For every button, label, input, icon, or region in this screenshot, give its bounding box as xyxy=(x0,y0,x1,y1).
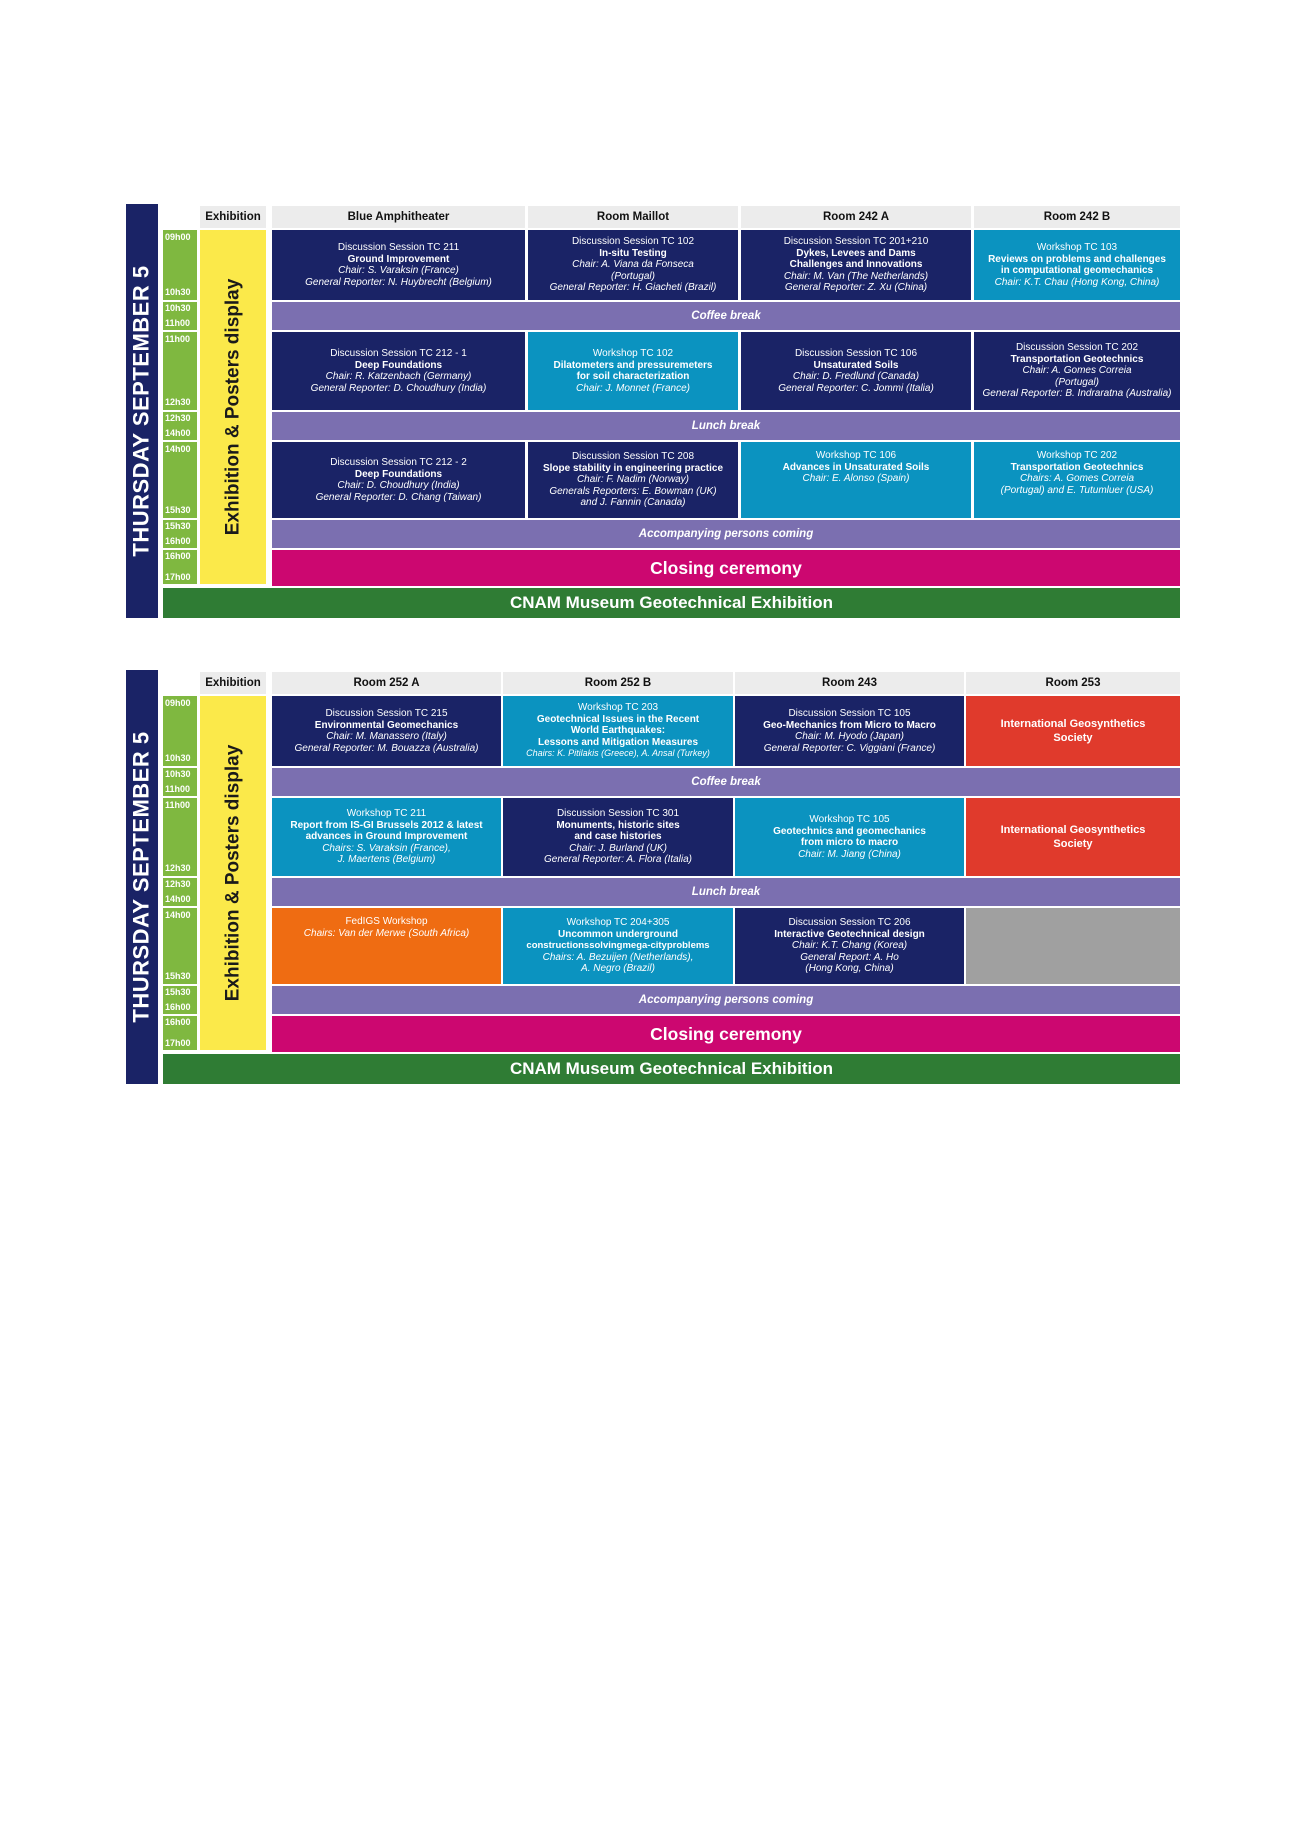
session-reporter: (Hong Kong, China) xyxy=(805,963,894,975)
time-start: 12h30 xyxy=(165,879,191,889)
day-label: THURSDAY SEPTEMBER 5 xyxy=(129,731,154,1023)
exhibition-header: Exhibition xyxy=(200,672,266,694)
time-start: 11h00 xyxy=(165,800,191,810)
session-topic: Geo-Mechanics from Micro to Macro xyxy=(763,719,936,731)
session-topic: for soil characterization xyxy=(576,371,690,382)
room-header: Blue Amphitheater xyxy=(272,206,525,228)
session-cell[interactable] xyxy=(503,798,733,876)
accompanying-persons-bar: Accompanying persons coming xyxy=(272,986,1180,1014)
session-cell[interactable] xyxy=(741,230,971,300)
session-topic: from micro to macro xyxy=(800,837,899,848)
time-start: 16h00 xyxy=(165,551,191,561)
session-reporter: General Reporter: A. Flora (Italia) xyxy=(543,854,693,866)
time-start: 16h00 xyxy=(165,1017,191,1027)
room-header: Room 243 xyxy=(735,672,964,694)
session-chair: Chair: K.T. Chau (Hong Kong, China) xyxy=(994,276,1160,288)
room-header: Room 242 A xyxy=(741,206,971,228)
time-slot xyxy=(163,1016,197,1050)
time-end: 15h30 xyxy=(165,505,191,515)
day-label-band xyxy=(126,670,158,1084)
session-chair: Chair: S. Varaksin (France) xyxy=(338,265,459,276)
session-topic: International Geosynthetics xyxy=(1000,824,1146,836)
session-topic: Geotechnics and geomechanics xyxy=(773,825,926,837)
session-chair-country: (Portugal) xyxy=(611,270,655,282)
time-slot xyxy=(163,696,197,766)
room-header: Room 242 B xyxy=(974,206,1180,228)
session-topic: Report from IS-GI Brussels 2012 & latest xyxy=(290,819,483,831)
time-slot xyxy=(163,878,197,906)
session-topic: Environmental Geomechanics xyxy=(314,719,459,731)
session-reporter: General Reporter: C. Viggiani (France) xyxy=(763,742,936,754)
session-topic: and case histories xyxy=(574,831,662,843)
session-topic: constructionssolvingmega-cityproblems xyxy=(526,940,710,952)
session-cell[interactable] xyxy=(974,332,1180,410)
session-title: Workshop TC 203 xyxy=(577,702,659,714)
day-label-band xyxy=(126,204,158,618)
time-start: 14h00 xyxy=(165,910,191,920)
session-title: Discussion Session TC 206 xyxy=(788,917,911,929)
session-chair: Chairs: S. Varaksin (France), xyxy=(322,842,451,854)
session-reporter: General Reporter: D. Chang (Taiwan) xyxy=(315,491,482,503)
session-title: Discussion Session TC 105 xyxy=(788,708,911,719)
session-cell[interactable] xyxy=(503,696,733,766)
session-reporter: General Reporter: B. Indraratna (Australia) xyxy=(982,388,1172,400)
session-cell[interactable] xyxy=(735,798,964,876)
session-topic: Challenges and Innovations xyxy=(789,259,923,271)
exhibition-band xyxy=(200,696,266,1050)
session-cell[interactable] xyxy=(528,230,738,300)
session-cell[interactable] xyxy=(272,908,501,984)
session-topic: Dykes, Levees and Dams xyxy=(796,247,916,259)
session-topic: in computational geomechanics xyxy=(1000,265,1154,276)
session-cell[interactable] xyxy=(272,332,525,410)
time-end: 11h00 xyxy=(165,318,191,328)
session-reporter: General Reporter: C. Jommi (Italia) xyxy=(778,382,934,394)
session-title: Discussion Session TC 106 xyxy=(794,348,918,359)
session-cell[interactable] xyxy=(966,798,1180,876)
session-title: Discussion Session TC 202 xyxy=(1015,342,1139,354)
time-end: 16h00 xyxy=(165,1002,191,1012)
time-end: 15h30 xyxy=(165,971,191,981)
time-slot xyxy=(163,798,197,876)
session-chair: Chair: A. Viana da Fonseca xyxy=(572,259,694,271)
exhibition-band-label: Exhibition & Posters display xyxy=(222,278,243,536)
session-cell[interactable] xyxy=(272,230,525,300)
session-topic: advances in Ground Improvement xyxy=(305,831,468,843)
session-title: Discussion Session TC 211 xyxy=(337,242,460,253)
session-chair: Chairs: K. Pitilakis (Greece), A. Ansal (Turkey) xyxy=(526,748,710,759)
session-topic: Reviews on problems and challenges xyxy=(988,253,1166,265)
time-end: 11h00 xyxy=(165,784,191,794)
accompanying-persons-bar: Accompanying persons coming xyxy=(272,520,1180,548)
session-title: Discussion Session TC 102 xyxy=(571,236,695,248)
time-slot xyxy=(163,442,197,518)
session-chair: Chair: R. Katzenbach (Germany) xyxy=(325,371,472,382)
session-title: Workshop TC 102 xyxy=(592,348,674,359)
time-start: 12h30 xyxy=(165,413,191,423)
session-topic: Society xyxy=(1053,732,1093,744)
room-header: Room 253 xyxy=(966,672,1180,694)
session-cell[interactable] xyxy=(735,908,964,984)
room-header: Room 252 B xyxy=(503,672,733,694)
session-cell[interactable] xyxy=(528,442,738,518)
time-slot xyxy=(163,230,197,300)
session-title: Workshop TC 105 xyxy=(809,814,890,825)
time-start: 15h30 xyxy=(165,521,191,531)
session-title: Workshop TC 204+305 xyxy=(566,917,670,929)
time-start: 10h30 xyxy=(165,303,191,313)
session-topic: Deep Foundations xyxy=(354,468,443,480)
closing-ceremony-bar: Closing ceremony xyxy=(272,1016,1180,1052)
lunch-break-bar: Lunch break xyxy=(272,412,1180,440)
session-topic: Monuments, historic sites xyxy=(556,819,680,831)
session-chair: Chair: D. Choudhury (India) xyxy=(337,480,460,491)
session-title: Discussion Session TC 212 - 2 xyxy=(330,457,467,468)
session-topic: Geotechnical Issues in the Recent xyxy=(536,713,700,725)
session-topic: Interactive Geotechnical design xyxy=(774,928,925,940)
session-topic: Dilatometers and pressuremeters xyxy=(553,359,713,371)
session-cell[interactable] xyxy=(272,442,525,518)
session-chair-country: (Portugal) xyxy=(1055,376,1099,388)
session-reporter: General Reporter: D. Choudhury (India) xyxy=(310,382,487,394)
time-slot xyxy=(163,302,197,330)
session-topic: In-situ Testing xyxy=(599,247,667,259)
time-end: 10h30 xyxy=(165,753,191,763)
session-topic: Uncommon underground xyxy=(558,928,678,940)
session-cell[interactable] xyxy=(974,442,1180,518)
empty-session-cell xyxy=(966,908,1180,984)
session-topic: Deep Foundations xyxy=(354,359,443,371)
schedule-table-1 xyxy=(126,204,1180,618)
session-cell[interactable] xyxy=(966,696,1180,766)
time-end: 14h00 xyxy=(165,894,191,904)
time-start: 09h00 xyxy=(165,698,191,708)
closing-ceremony-bar: Closing ceremony xyxy=(272,550,1180,586)
museum-exhibition-bar: CNAM Museum Geotechnical Exhibition xyxy=(163,1054,1180,1084)
schedule-table-2 xyxy=(126,670,1180,1084)
time-slot xyxy=(163,412,197,440)
session-chair: Chair: D. Fredlund (Canada) xyxy=(792,371,920,382)
session-chair: Chairs: A. Bezuijen (Netherlands), xyxy=(542,951,694,963)
session-chair: Chairs: A. Gomes Correia xyxy=(1019,473,1135,484)
session-chair: (Portugal) and E. Tutumluer (USA) xyxy=(1000,484,1154,496)
coffee-break-bar: Coffee break xyxy=(272,768,1180,796)
session-topic: World Earthquakes: xyxy=(570,725,666,737)
session-reporter: General Reporter: H. Giacheti (Brazil) xyxy=(549,282,717,294)
session-title: Discussion Session TC 208 xyxy=(571,451,695,463)
session-title: FedIGS Workshop xyxy=(345,916,428,927)
time-end: 17h00 xyxy=(165,1038,191,1048)
session-title: Discussion Session TC 212 - 1 xyxy=(330,348,467,359)
time-end: 14h00 xyxy=(165,428,191,438)
session-topic: Advances in Unsaturated Soils xyxy=(782,461,930,473)
session-cell[interactable] xyxy=(735,696,964,766)
time-end: 17h00 xyxy=(165,572,191,582)
time-end: 12h30 xyxy=(165,863,191,873)
session-cell[interactable] xyxy=(272,798,501,876)
exhibition-band-label: Exhibition & Posters display xyxy=(222,744,243,1002)
session-cell[interactable] xyxy=(528,332,738,410)
session-title: Discussion Session TC 215 xyxy=(325,708,448,719)
session-title: Workshop TC 103 xyxy=(1036,242,1118,253)
time-start: 10h30 xyxy=(165,769,191,779)
session-cell[interactable] xyxy=(974,230,1180,300)
session-chair: Chairs: Van der Merwe (South Africa) xyxy=(303,927,470,939)
session-chair: A. Negro (Brazil) xyxy=(581,963,655,975)
time-start: 14h00 xyxy=(165,444,191,454)
time-start: 15h30 xyxy=(165,987,191,997)
session-chair: J. Maertens (Belgium) xyxy=(337,854,436,866)
session-title: Discussion Session TC 201+210 xyxy=(783,236,929,248)
session-reporter: General Reporter: N. Huybrecht (Belgium) xyxy=(305,276,492,288)
session-chair: Chair: K.T. Chang (Korea) xyxy=(791,940,908,952)
session-topic: Society xyxy=(1053,838,1093,850)
exhibition-header: Exhibition xyxy=(200,206,266,228)
room-header: Room 252 A xyxy=(272,672,501,694)
session-chair: Chair: M. Manassero (Italy) xyxy=(326,731,447,742)
session-chair: Chair: J. Monnet (France) xyxy=(576,382,690,394)
session-title: Discussion Session TC 301 xyxy=(556,808,680,820)
time-slot xyxy=(163,550,197,584)
museum-exhibition-bar: CNAM Museum Geotechnical Exhibition xyxy=(163,588,1180,618)
session-reporter: Generals Reporters: E. Bowman (UK) xyxy=(549,485,717,497)
session-topic: Unsaturated Soils xyxy=(813,359,899,371)
time-end: 10h30 xyxy=(165,287,191,297)
session-title: Workshop TC 202 xyxy=(1036,450,1118,461)
session-cell[interactable] xyxy=(741,332,971,410)
session-chair: Chair: M. Hyodo (Japan) xyxy=(795,731,904,742)
room-header: Room Maillot xyxy=(528,206,738,228)
time-end: 16h00 xyxy=(165,536,191,546)
session-chair: Chair: F. Nadim (Norway) xyxy=(576,474,690,486)
session-chair: Chair: A. Gomes Correia xyxy=(1022,365,1132,377)
session-chair: Chair: M. Van (The Netherlands) xyxy=(783,270,929,282)
session-reporter: General Reporter: Z. Xu (China) xyxy=(784,282,928,294)
session-reporter: General Report: A. Ho xyxy=(800,951,899,963)
time-slot xyxy=(163,768,197,796)
session-cell[interactable] xyxy=(272,696,501,766)
session-chair: Chair: J. Burland (UK) xyxy=(569,842,667,854)
session-topic: Lessons and Mitigation Measures xyxy=(537,736,699,748)
session-topic: Ground Improvement xyxy=(347,253,450,265)
session-title: Workshop TC 211 xyxy=(346,808,427,820)
session-cell[interactable] xyxy=(503,908,733,984)
time-start: 11h00 xyxy=(165,334,191,344)
time-slot xyxy=(163,332,197,410)
session-topic: Transportation Geotechnics xyxy=(1010,353,1144,365)
session-chair: Chair: M. Jiang (China) xyxy=(798,848,901,860)
session-topic: Slope stability in engineering practice xyxy=(542,462,724,474)
day-label: THURSDAY SEPTEMBER 5 xyxy=(129,265,154,557)
time-start: 09h00 xyxy=(165,232,191,242)
time-slot xyxy=(163,986,197,1014)
session-reporter: and J. Fannin (Canada) xyxy=(580,497,686,509)
coffee-break-bar: Coffee break xyxy=(272,302,1180,330)
time-slot xyxy=(163,908,197,984)
session-cell[interactable] xyxy=(741,442,971,518)
session-title: Workshop TC 106 xyxy=(815,450,897,461)
session-topic: International Geosynthetics xyxy=(1000,718,1146,730)
time-slot xyxy=(163,520,197,548)
time-end: 12h30 xyxy=(165,397,191,407)
session-topic: Transportation Geotechnics xyxy=(1010,461,1144,473)
session-chair: Chair: E. Alonso (Spain) xyxy=(802,473,910,484)
lunch-break-bar: Lunch break xyxy=(272,878,1180,906)
session-reporter: General Reporter: M. Bouazza (Australia) xyxy=(294,742,479,754)
exhibition-band xyxy=(200,230,266,584)
